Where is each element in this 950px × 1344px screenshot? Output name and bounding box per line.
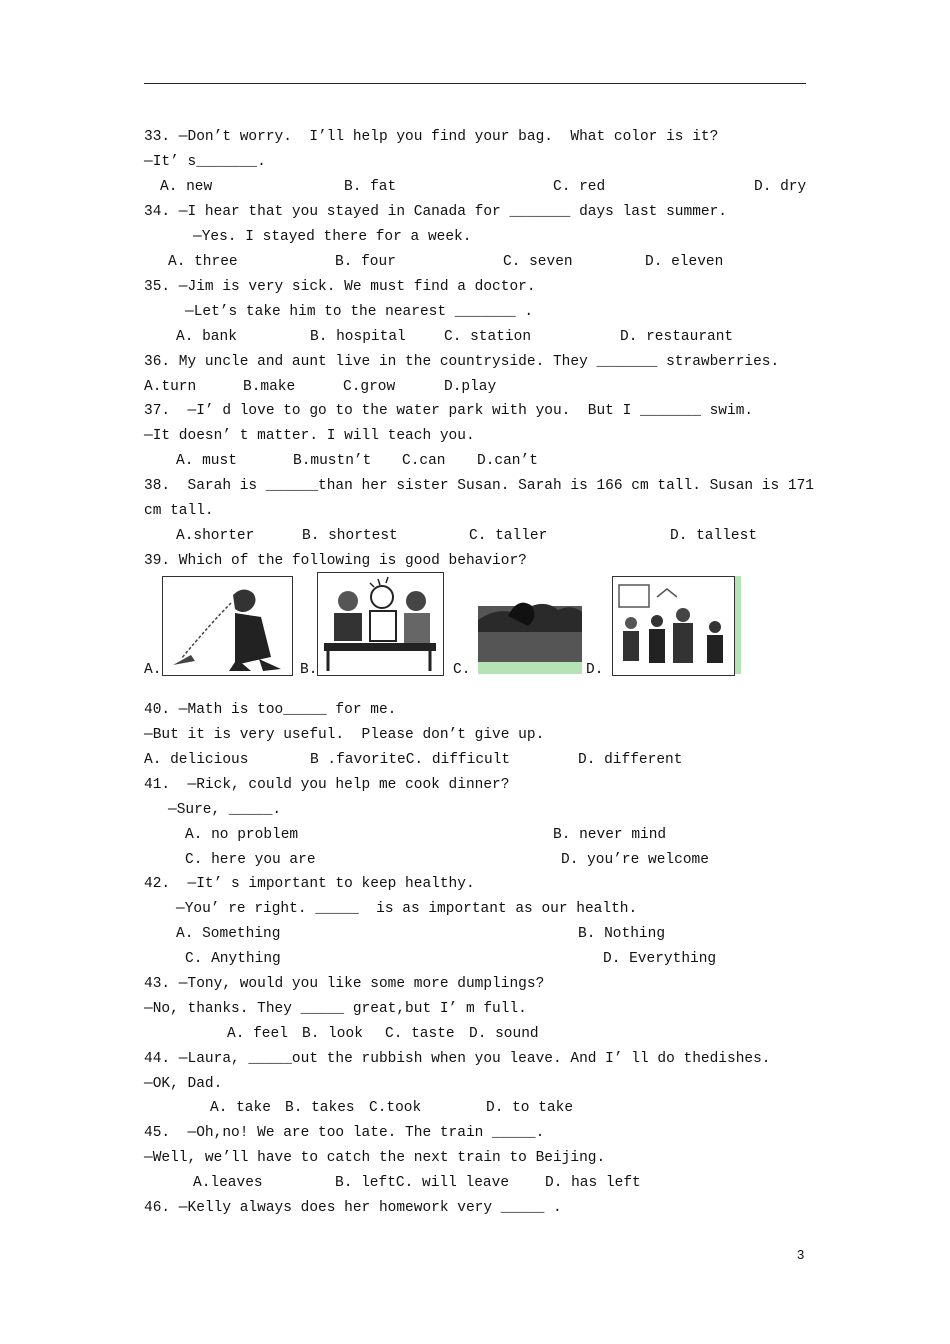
option-43-d: D. sound bbox=[469, 1026, 539, 1042]
option-37-a: A. must bbox=[176, 453, 237, 469]
picture-park-scene bbox=[478, 576, 582, 674]
option-35-d: D. restaurant bbox=[620, 329, 734, 345]
option-37-d: D.can’t bbox=[477, 453, 538, 469]
option-41-a: A. no problem bbox=[185, 827, 299, 843]
option-38-a: A.shorter bbox=[176, 528, 255, 544]
option-42-c: C. Anything bbox=[185, 951, 281, 967]
option-43-b: B. look bbox=[302, 1026, 363, 1042]
option-34-b: B. four bbox=[335, 254, 396, 270]
question-35: 35. —Jim is very sick. We must find a doctor. bbox=[144, 279, 536, 295]
option-37-c: C.can bbox=[402, 453, 446, 469]
option-42-a: A. Something bbox=[176, 926, 281, 942]
question-46: 46. —Kelly always does her homework very _____ . bbox=[144, 1200, 562, 1216]
option-43-a: A. feel bbox=[227, 1026, 288, 1042]
answer-line-45: —Well, we’ll have to catch the next train to Beijing. bbox=[144, 1150, 606, 1166]
option-33-c: C. red bbox=[553, 179, 606, 195]
option-37-b: B.mustn’t bbox=[293, 453, 372, 469]
option-44-a: A. take bbox=[210, 1100, 271, 1116]
answer-line-37: —It doesn’ t matter. I will teach you. bbox=[144, 428, 475, 444]
option-45-d: D. has left bbox=[545, 1175, 641, 1191]
question-44: 44. —Laura, _____out the rubbish when you leave. And I’ ll do thedishes. bbox=[144, 1051, 771, 1067]
option-41-c: C. here you are bbox=[185, 852, 316, 868]
option-36-b: B.make bbox=[243, 379, 296, 395]
question-42: 42. —It’ s important to keep healthy. bbox=[144, 876, 475, 892]
question-41: 41. —Rick, could you help me cook dinner? bbox=[144, 777, 510, 793]
answer-line-35: —Let’s take him to the nearest _______ . bbox=[185, 304, 534, 320]
answer-line-44: —OK, Dad. bbox=[144, 1076, 223, 1092]
question-37: 37. —I’ d love to go to the water park with you. But I _______ swim. bbox=[144, 403, 754, 419]
option-40-bc: B .favoriteC. difficult bbox=[310, 752, 511, 768]
picture-man-spitting bbox=[162, 576, 293, 676]
option-33-a: A. new bbox=[160, 179, 213, 195]
option-35-a: A. bank bbox=[176, 329, 237, 345]
option-42-b: B. Nothing bbox=[578, 926, 666, 942]
answer-line-34: —Yes. I stayed there for a week. bbox=[193, 229, 472, 245]
question-34: 34. —I hear that you stayed in Canada for _______ days last summer. bbox=[144, 204, 727, 220]
option-35-b: B. hospital bbox=[310, 329, 406, 345]
answer-line-41: —Sure, _____. bbox=[168, 802, 282, 818]
answer-line-33: —It’ s_______. bbox=[144, 154, 266, 170]
option-38-c: C. taller bbox=[469, 528, 548, 544]
option-44-c: C.took bbox=[369, 1100, 422, 1116]
option-43-c: C. taste bbox=[385, 1026, 455, 1042]
option-45-bc: B. leftC. will leave bbox=[335, 1175, 510, 1191]
option-35-c: C. station bbox=[444, 329, 532, 345]
option-33-d: D. dry bbox=[754, 179, 807, 195]
picture-edge-strip bbox=[735, 576, 741, 674]
picture-people-queuing bbox=[612, 576, 735, 676]
question-45: 45. —Oh,no! We are too late. The train _____. bbox=[144, 1125, 545, 1141]
header-rule bbox=[144, 83, 806, 84]
option-36-d: D.play bbox=[444, 379, 497, 395]
option-41-b: B. never mind bbox=[553, 827, 667, 843]
option-39-a-label: A. bbox=[144, 662, 162, 678]
option-39-d-label: D. bbox=[586, 662, 604, 678]
answer-line-40: —But it is very useful. Please don’t give up. bbox=[144, 727, 545, 743]
question-40: 40. —Math is too_____ for me. bbox=[144, 702, 397, 718]
answer-line-42: —You’ re right. _____ is as important as our health. bbox=[176, 901, 638, 917]
option-34-a: A. three bbox=[168, 254, 238, 270]
option-33-b: B. fat bbox=[344, 179, 397, 195]
option-39-b-label: B. bbox=[300, 662, 318, 678]
option-39-c-label: C. bbox=[453, 662, 471, 678]
option-42-d: D. Everything bbox=[603, 951, 717, 967]
option-36-c: C.grow bbox=[343, 379, 396, 395]
option-38-b: B. shortest bbox=[302, 528, 398, 544]
option-40-a: A. delicious bbox=[144, 752, 249, 768]
option-41-d: D. you’re welcome bbox=[561, 852, 709, 868]
option-36-a: A.turn bbox=[144, 379, 197, 395]
question-38: 38. Sarah is ______than her sister Susan. Sarah is 166 cm tall. Susan is 171 bbox=[144, 478, 815, 494]
option-34-d: D. eleven bbox=[645, 254, 724, 270]
page-number: 3 bbox=[797, 1247, 805, 1262]
question-36: 36. My uncle and aunt live in the countryside. They _______ strawberries. bbox=[144, 354, 780, 370]
question-33: 33. —Don’t worry. I’ll help you find your bag. What color is it? bbox=[144, 129, 719, 145]
question-43: 43. —Tony, would you like some more dumplings? bbox=[144, 976, 545, 992]
option-44-d: D. to take bbox=[486, 1100, 574, 1116]
option-44-b: B. takes bbox=[285, 1100, 355, 1116]
option-38-d: D. tallest bbox=[670, 528, 758, 544]
question-38-continued: cm tall. bbox=[144, 503, 214, 519]
answer-line-43: —No, thanks. They _____ great,but I’ m full. bbox=[144, 1001, 527, 1017]
option-40-d: D. different bbox=[578, 752, 683, 768]
option-45-a: A.leaves bbox=[193, 1175, 263, 1191]
option-34-c: C. seven bbox=[503, 254, 573, 270]
question-39: 39. Which of the following is good behavior? bbox=[144, 553, 527, 569]
picture-people-on-bench bbox=[317, 572, 444, 676]
